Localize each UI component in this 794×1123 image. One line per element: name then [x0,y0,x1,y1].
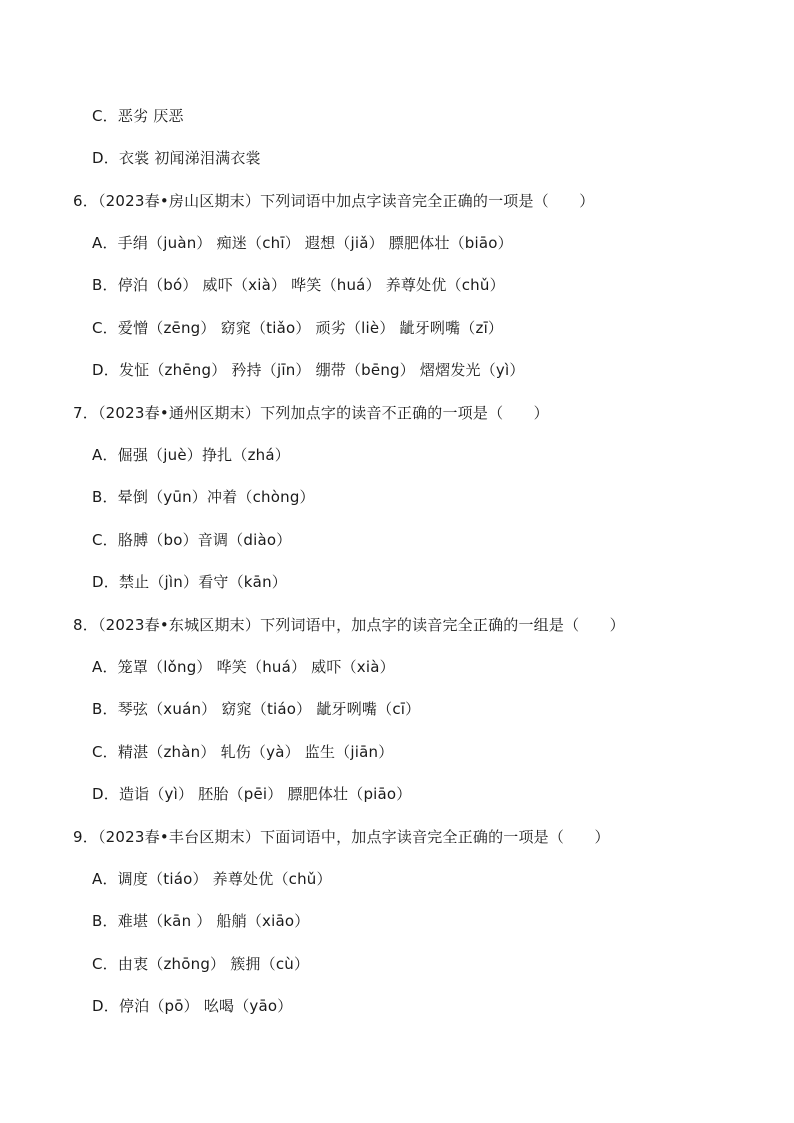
question-8-option-b: B．琴弦（xuán） 窈窕（tiáo） 龇牙咧嘴（cī） [92,700,421,718]
question-8-option-d: D．造诣（yì） 胚胎（pēi） 膘肥体壮（piāo） [92,785,412,803]
option-d: D．衣裳 初闻涕泪满衣裳 [92,149,261,167]
question-6-stem: 6．（2023春•房山区期末）下列词语中加点字读音完全正确的一项是（ ） [73,192,595,210]
question-7-option-d: D．禁止（jìn）看守（kān） [92,573,287,591]
question-6-option-a: A．手绢（juàn） 痴迷（chī） 遐想（jiǎ） 膘肥体壮（biāo） [92,234,513,252]
option-c: C．恶劣 厌恶 [92,107,184,125]
question-9-option-a: A．调度（tiáo） 养尊处优（chǔ） [92,870,332,888]
question-9-option-c: C．由衷（zhōng） 簇拥（cù） [92,955,310,973]
question-9-stem: 9．（2023春•丰台区期末）下面词语中，加点字读音完全正确的一项是（ ） [73,828,610,846]
question-8-stem: 8．（2023春•东城区期末）下列词语中，加点字的读音完全正确的一组是（ ） [73,616,625,634]
question-7-stem: 7．（2023春•通州区期末）下列加点字的读音不正确的一项是（ ） [73,404,549,422]
question-9-option-d: D．停泊（pō） 吆喝（yāo） [92,997,293,1015]
question-7-option-b: B．晕倒（yūn）冲着（chòng） [92,488,315,506]
question-7-option-a: A．倔强（juè）挣扎（zhá） [92,446,290,464]
question-8-option-c: C．精湛（zhàn） 轧伤（yà） 监生（jiān） [92,743,394,761]
question-9-option-b: B．难堪（kān ） 船艄（xiāo） [92,912,310,930]
question-6-option-b: B．停泊（bó） 威吓（xià） 哗笑（huá） 养尊处优（chǔ） [92,276,505,294]
question-8-option-a: A．笼罩（lǒng） 哗笑（huá） 威吓（xià） [92,658,395,676]
question-7-option-c: C．胳膊（bo）音调（diào） [92,531,292,549]
question-6-option-c: C．爱憎（zēng） 窈窕（tiǎo） 顽劣（liè） 龇牙咧嘴（zī） [92,319,504,337]
question-6-option-d: D．发怔（zhēng） 矜持（jīn） 绷带（bēng） 熠熠发光（yì） [92,361,525,379]
